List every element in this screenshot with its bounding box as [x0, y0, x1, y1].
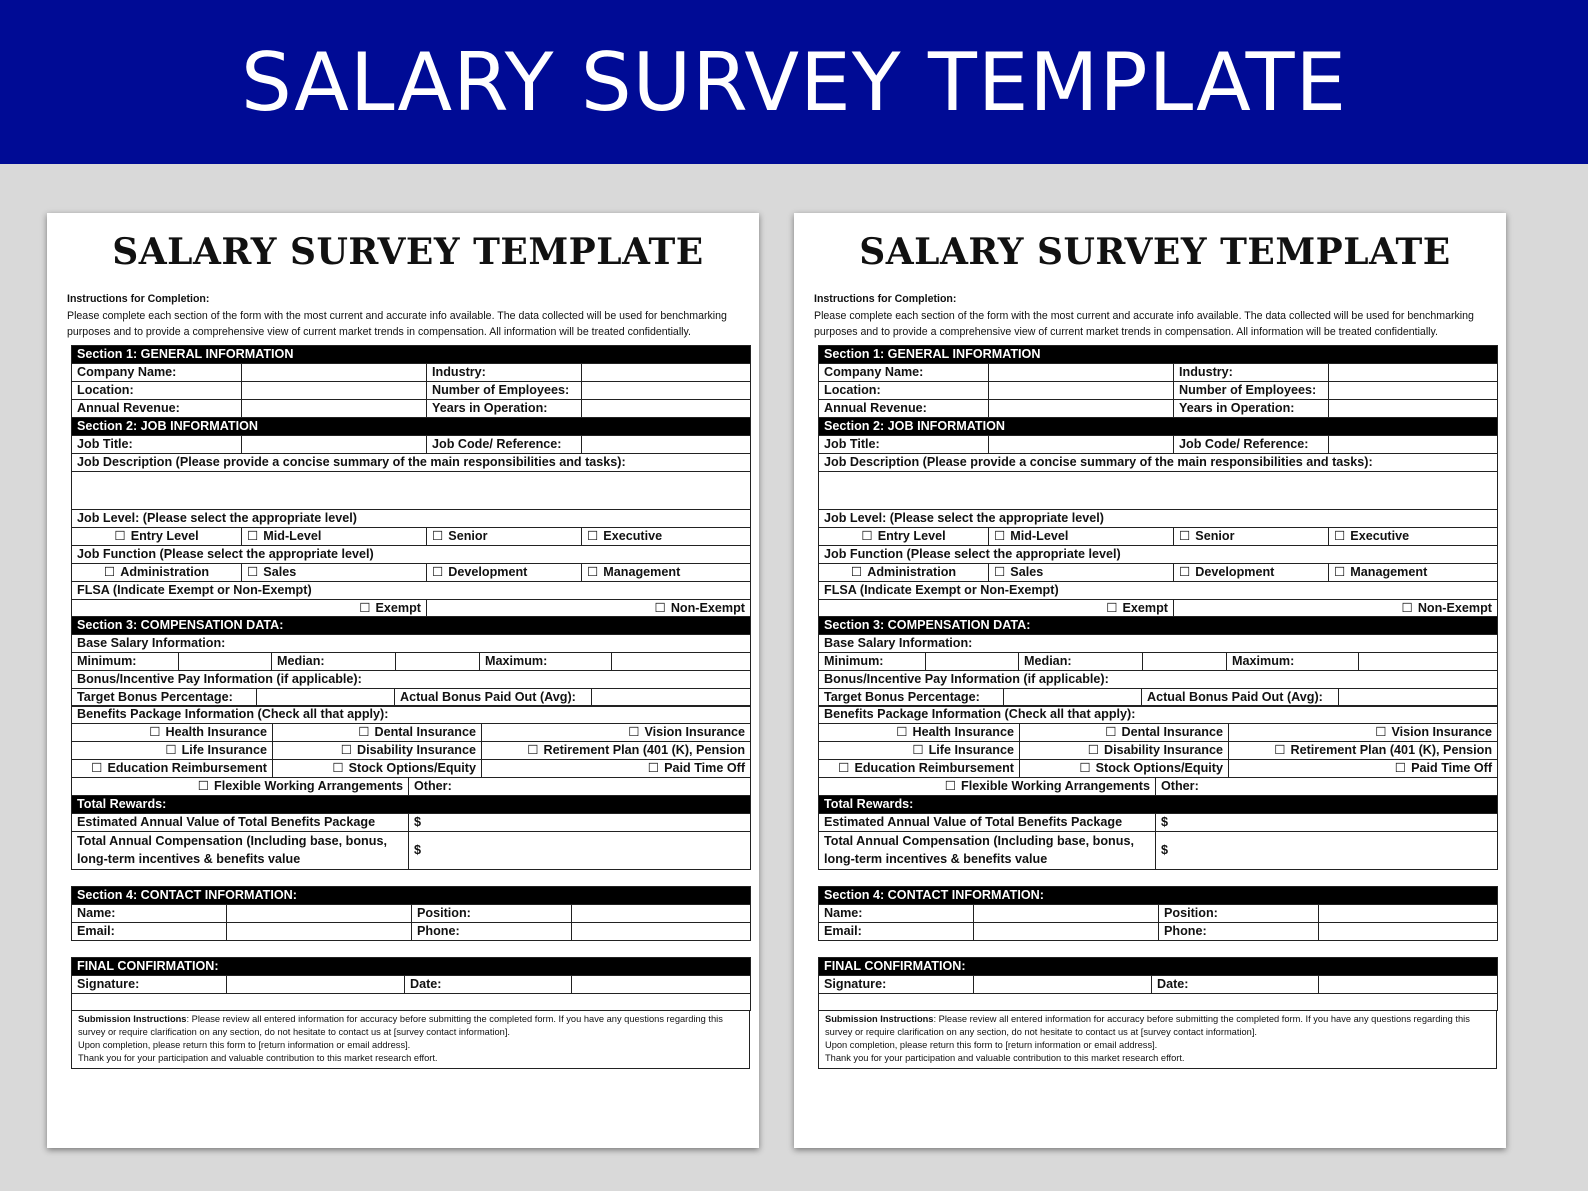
option-label: Development — [1195, 564, 1275, 579]
actual-bonus-field[interactable] — [1339, 688, 1498, 706]
checkbox-icon[interactable]: ☐ — [247, 564, 259, 579]
signature-field[interactable] — [227, 975, 405, 993]
total-rewards-header: Total Rewards: — [72, 795, 751, 813]
checkbox-icon[interactable]: ☐ — [527, 743, 539, 757]
option-label: Retirement Plan (401 (K), Pension — [543, 743, 746, 757]
survey-table-final — [818, 957, 1498, 1011]
option-label: Flexible Working Arrangements — [961, 779, 1150, 793]
job-function-administration[interactable] — [72, 563, 242, 581]
option-label: Management — [1350, 564, 1428, 579]
checkbox-icon[interactable]: ☐ — [340, 743, 353, 757]
job-title-label: Job Title: — [72, 435, 242, 453]
benefit-pto[interactable] — [1229, 760, 1498, 778]
option-label: Education Reimbursement — [107, 761, 267, 775]
name-field[interactable] — [974, 904, 1159, 922]
submission-text: : Please review all entered information for accuracy before submitting the completed form. If you have any questions regarding this survey or require clarification on any section, do not hesitate to contact us at [survey contact information]. — [825, 1013, 1470, 1037]
phone-label: Phone: — [412, 922, 572, 940]
survey-table-rewards — [71, 795, 751, 870]
position-label: Position: — [412, 904, 572, 922]
survey-table-benefits — [818, 705, 1498, 796]
checkbox-icon[interactable]: ☐ — [432, 528, 444, 543]
company-name-label: Company Name: — [72, 363, 242, 381]
position-field[interactable] — [572, 904, 751, 922]
instructions-text: Please complete each section of the form with the most current and accurate info available. The data collected will be used for benchmarking purposes and to provide a comprehensive view of current market trends in compensation. All information will be treated confidentially. — [814, 309, 1474, 338]
option-label: Management — [603, 564, 681, 579]
option-label: Non-Exempt — [670, 600, 745, 615]
job-level-label: Job Level: (Please select the appropriate level) — [72, 509, 751, 527]
benefit-other[interactable]: Other: — [1156, 778, 1498, 796]
form-page-left — [47, 213, 759, 1148]
option-label: Education Reimbursement — [854, 761, 1014, 775]
instructions — [67, 291, 739, 341]
minimum-label: Minimum: — [72, 653, 179, 671]
section1-header: Section 1: GENERAL INFORMATION — [72, 345, 751, 363]
date-label: Date: — [405, 975, 572, 993]
survey-table-compensation — [71, 616, 751, 689]
option-label: Vision Insurance — [644, 725, 746, 739]
position-field[interactable] — [1319, 904, 1498, 922]
benefit-stock[interactable] — [1020, 760, 1229, 778]
name-field[interactable] — [227, 904, 412, 922]
total-comp-label: Total Annual Compensation (Including base, bonus, long-term incentives & benefits value — [819, 831, 1156, 869]
median-field[interactable] — [1143, 653, 1227, 671]
job-function-label: Job Function (Please select the appropriate level) — [819, 545, 1498, 563]
total-rewards-header: Total Rewards: — [819, 795, 1498, 813]
submission-line3: Thank you for your participation and valuable contribution to this market research effort. — [78, 1052, 438, 1063]
actual-bonus-label: Actual Bonus Paid Out (Avg): — [1142, 688, 1339, 706]
checkbox-icon[interactable]: ☐ — [587, 564, 599, 579]
final-header: FINAL CONFIRMATION: — [72, 957, 751, 975]
checkbox-icon[interactable]: ☐ — [896, 725, 908, 739]
survey-table-bonus — [818, 688, 1498, 707]
submission-heading: Submission Instructions — [78, 1013, 187, 1024]
revenue-label: Annual Revenue: — [819, 399, 989, 417]
survey-table-compensation — [818, 616, 1498, 689]
option-label: Life Insurance — [181, 743, 267, 757]
benefit-retirement[interactable] — [1229, 742, 1498, 760]
checkbox-icon[interactable]: ☐ — [654, 600, 666, 615]
checkbox-icon[interactable]: ☐ — [994, 564, 1006, 579]
phone-field[interactable] — [1319, 922, 1498, 940]
checkbox-icon[interactable]: ☐ — [359, 600, 371, 615]
checkbox-icon[interactable]: ☐ — [332, 761, 344, 775]
job-level-entry[interactable] — [72, 527, 242, 545]
job-function-administration[interactable] — [819, 563, 989, 581]
survey-table-contact — [818, 886, 1498, 941]
minimum-field[interactable] — [179, 653, 272, 671]
bonus-info-label: Bonus/Incentive Pay Information (if applicable): — [72, 671, 751, 689]
years-field[interactable] — [582, 399, 751, 417]
form-page-right — [794, 213, 1506, 1148]
minimum-field[interactable] — [926, 653, 1019, 671]
total-comp-label: Total Annual Compensation (Including base, bonus, long-term incentives & benefits value — [72, 831, 409, 869]
job-function-management[interactable] — [582, 563, 751, 581]
option-label: Administration — [120, 564, 210, 579]
company-name-field[interactable] — [989, 363, 1174, 381]
maximum-label: Maximum: — [1227, 653, 1359, 671]
job-level-mid[interactable] — [242, 527, 427, 545]
job-title-field[interactable] — [242, 435, 427, 453]
submission-line1 — [825, 1013, 1490, 1039]
company-name-field[interactable] — [242, 363, 427, 381]
submission-text: : Please review all entered information for accuracy before submitting the completed form. If you have any questions regarding this survey or require clarification on any section, do not hesitate to contact us at [survey contact information]. — [78, 1013, 723, 1037]
submission-line1 — [78, 1013, 743, 1039]
survey-table-top — [818, 345, 1498, 618]
checkbox-icon[interactable]: ☐ — [114, 528, 126, 543]
benefit-health[interactable] — [819, 724, 1020, 742]
median-label: Median: — [272, 653, 396, 671]
section3-header: Section 3: COMPENSATION DATA: — [819, 617, 1498, 635]
section3-header: Section 3: COMPENSATION DATA: — [72, 617, 751, 635]
benefit-disability[interactable] — [273, 742, 482, 760]
checkbox-icon[interactable]: ☐ — [861, 528, 873, 543]
option-label: Exempt — [1122, 600, 1168, 615]
employees-label: Number of Employees: — [427, 381, 582, 399]
instructions-heading: Instructions for Completion: — [67, 293, 210, 305]
benefit-life[interactable] — [819, 742, 1020, 760]
estimated-value-field[interactable]: $ — [1156, 813, 1498, 831]
job-level-mid[interactable] — [989, 527, 1174, 545]
checkbox-icon[interactable]: ☐ — [944, 779, 957, 793]
option-label: Entry Level — [130, 528, 199, 543]
job-code-field[interactable] — [1329, 435, 1498, 453]
benefits-label: Benefits Package Information (Check all that apply): — [819, 706, 1498, 724]
benefit-dental[interactable] — [1020, 724, 1229, 742]
industry-label: Industry: — [427, 363, 582, 381]
checkbox-icon[interactable]: ☐ — [1375, 725, 1387, 739]
option-label: Disability Insurance — [357, 743, 476, 757]
submission-line3: Thank you for your participation and valuable contribution to this market research effort. — [825, 1052, 1185, 1063]
option-label: Dental Insurance — [374, 725, 476, 739]
checkbox-icon[interactable]: ☐ — [1087, 743, 1100, 757]
median-field[interactable] — [396, 653, 480, 671]
option-label: Exempt — [375, 600, 421, 615]
name-label: Name: — [72, 904, 227, 922]
email-field[interactable] — [974, 922, 1159, 940]
target-bonus-label: Target Bonus Percentage: — [819, 688, 1004, 706]
employees-field[interactable] — [1329, 381, 1498, 399]
target-bonus-field[interactable] — [257, 688, 395, 706]
option-label: Vision Insurance — [1391, 725, 1493, 739]
option-label: Life Insurance — [928, 743, 1014, 757]
option-label: Senior — [1195, 528, 1235, 543]
instructions — [814, 291, 1486, 341]
option-label: Retirement Plan (401 (K), Pension — [1290, 743, 1493, 757]
section1-header: Section 1: GENERAL INFORMATION — [819, 345, 1498, 363]
job-function-development[interactable] — [427, 563, 582, 581]
flsa-label: FLSA (Indicate Exempt or Non-Exempt) — [72, 581, 751, 599]
revenue-field[interactable] — [989, 399, 1174, 417]
checkbox-icon[interactable]: ☐ — [1334, 564, 1346, 579]
flsa-non-exempt[interactable] — [427, 599, 751, 617]
banner — [0, 0, 1588, 164]
job-level-senior[interactable] — [1174, 527, 1329, 545]
years-label: Years in Operation: — [427, 399, 582, 417]
benefit-dental[interactable] — [273, 724, 482, 742]
survey-table-benefits — [71, 705, 751, 796]
benefit-disability[interactable] — [1020, 742, 1229, 760]
final-blank-row[interactable] — [819, 993, 1498, 1010]
section2-header: Section 2: JOB INFORMATION — [72, 417, 751, 435]
form-title: SALARY SURVEY TEMPLATE — [112, 231, 704, 273]
flsa-exempt[interactable] — [72, 599, 427, 617]
flsa-label: FLSA (Indicate Exempt or Non-Exempt) — [819, 581, 1498, 599]
employees-label: Number of Employees: — [1174, 381, 1329, 399]
location-field[interactable] — [242, 381, 427, 399]
phone-field[interactable] — [572, 922, 751, 940]
checkbox-icon[interactable]: ☐ — [628, 725, 640, 739]
checkbox-icon[interactable]: ☐ — [1106, 600, 1118, 615]
job-code-field[interactable] — [582, 435, 751, 453]
submission-instructions — [818, 1011, 1497, 1069]
years-label: Years in Operation: — [1174, 399, 1329, 417]
instructions-heading: Instructions for Completion: — [814, 293, 957, 305]
checkbox-icon[interactable]: ☐ — [1401, 600, 1413, 615]
section4-header: Section 4: CONTACT INFORMATION: — [819, 886, 1498, 904]
target-bonus-label: Target Bonus Percentage: — [72, 688, 257, 706]
submission-line2: Upon completion, please return this form to [return information or email address]. — [78, 1039, 411, 1050]
checkbox-icon[interactable]: ☐ — [838, 761, 850, 775]
option-label: Entry Level — [877, 528, 946, 543]
checkbox-icon[interactable]: ☐ — [1274, 743, 1286, 757]
checkbox-icon[interactable]: ☐ — [1394, 761, 1407, 775]
section4-header: Section 4: CONTACT INFORMATION: — [72, 886, 751, 904]
option-label: Development — [448, 564, 528, 579]
location-label: Location: — [72, 381, 242, 399]
estimated-value-label: Estimated Annual Value of Total Benefits Package — [72, 813, 409, 831]
job-description-label: Job Description (Please provide a concise summary of the main responsibilities and tasks): — [72, 453, 751, 471]
job-function-development[interactable] — [1174, 563, 1329, 581]
option-label: Mid-Level — [1010, 528, 1069, 543]
signature-label: Signature: — [819, 975, 974, 993]
date-label: Date: — [1152, 975, 1319, 993]
option-label: Senior — [448, 528, 488, 543]
job-code-label: Job Code/ Reference: — [427, 435, 582, 453]
checkbox-icon[interactable]: ☐ — [1179, 564, 1191, 579]
total-comp-field[interactable]: $ — [409, 831, 751, 869]
checkbox-icon[interactable]: ☐ — [103, 564, 116, 579]
maximum-label: Maximum: — [480, 653, 612, 671]
job-title-label: Job Title: — [819, 435, 989, 453]
option-label: Flexible Working Arrangements — [214, 779, 403, 793]
maximum-field[interactable] — [1359, 653, 1498, 671]
employees-field[interactable] — [582, 381, 751, 399]
form-title: SALARY SURVEY TEMPLATE — [859, 231, 1451, 273]
location-field[interactable] — [989, 381, 1174, 399]
checkbox-icon[interactable]: ☐ — [647, 761, 660, 775]
instructions-text: Please complete each section of the form with the most current and accurate info available. The data collected will be used for benchmarking purposes and to provide a comprehensive view of current market trends in compensation. All information will be treated confidentially. — [67, 309, 727, 338]
job-description-label: Job Description (Please provide a concise summary of the main responsibilities and tasks): — [819, 453, 1498, 471]
checkbox-icon[interactable]: ☐ — [1079, 761, 1091, 775]
checkbox-icon[interactable]: ☐ — [1179, 528, 1191, 543]
flsa-exempt[interactable] — [819, 599, 1174, 617]
job-title-field[interactable] — [989, 435, 1174, 453]
job-level-executive[interactable] — [582, 527, 751, 545]
checkbox-icon[interactable]: ☐ — [850, 564, 863, 579]
benefit-stock[interactable] — [273, 760, 482, 778]
estimated-value-label: Estimated Annual Value of Total Benefits Package — [819, 813, 1156, 831]
survey-table-bonus — [71, 688, 751, 707]
benefit-flexible[interactable] — [819, 778, 1156, 796]
position-label: Position: — [1159, 904, 1319, 922]
job-function-management[interactable] — [1329, 563, 1498, 581]
actual-bonus-field[interactable] — [592, 688, 751, 706]
actual-bonus-label: Actual Bonus Paid Out (Avg): — [395, 688, 592, 706]
benefit-life[interactable] — [72, 742, 273, 760]
benefit-health[interactable] — [72, 724, 273, 742]
job-function-sales[interactable] — [989, 563, 1174, 581]
checkbox-icon[interactable]: ☐ — [994, 528, 1006, 543]
maximum-field[interactable] — [612, 653, 751, 671]
benefits-label: Benefits Package Information (Check all that apply): — [72, 706, 751, 724]
option-label: Paid Time Off — [1411, 761, 1493, 775]
option-label: Mid-Level — [263, 528, 322, 543]
checkbox-icon[interactable]: ☐ — [587, 528, 599, 543]
total-comp-field[interactable]: $ — [1156, 831, 1498, 869]
job-code-label: Job Code/ Reference: — [1174, 435, 1329, 453]
job-level-executive[interactable] — [1329, 527, 1498, 545]
checkbox-icon[interactable]: ☐ — [149, 725, 161, 739]
option-label: Executive — [1350, 528, 1410, 543]
checkbox-icon[interactable]: ☐ — [91, 761, 103, 775]
final-header: FINAL CONFIRMATION: — [819, 957, 1498, 975]
submission-instructions — [71, 1011, 750, 1069]
option-label: Administration — [867, 564, 957, 579]
industry-field[interactable] — [1329, 363, 1498, 381]
benefit-vision[interactable] — [1229, 724, 1498, 742]
checkbox-icon[interactable]: ☐ — [1105, 725, 1117, 739]
benefit-retirement[interactable] — [482, 742, 751, 760]
section2-header: Section 2: JOB INFORMATION — [819, 417, 1498, 435]
industry-label: Industry: — [1174, 363, 1329, 381]
email-label: Email: — [819, 922, 974, 940]
phone-label: Phone: — [1159, 922, 1319, 940]
email-field[interactable] — [227, 922, 412, 940]
target-bonus-field[interactable] — [1004, 688, 1142, 706]
flsa-non-exempt[interactable] — [1174, 599, 1498, 617]
checkbox-icon[interactable]: ☐ — [358, 725, 370, 739]
option-label: Sales — [263, 564, 297, 579]
company-name-label: Company Name: — [819, 363, 989, 381]
revenue-label: Annual Revenue: — [72, 399, 242, 417]
final-blank-row[interactable] — [72, 993, 751, 1010]
checkbox-icon[interactable]: ☐ — [197, 779, 210, 793]
job-description-field[interactable] — [72, 471, 751, 509]
option-label: Dental Insurance — [1121, 725, 1223, 739]
benefit-education[interactable] — [819, 760, 1020, 778]
base-salary-label: Base Salary Information: — [72, 635, 751, 653]
survey-table-final — [71, 957, 751, 1011]
survey-table-rewards — [818, 795, 1498, 870]
option-label: Stock Options/Equity — [348, 761, 476, 775]
benefit-other[interactable]: Other: — [409, 778, 751, 796]
survey-table-top — [71, 345, 751, 618]
option-label: Health Insurance — [912, 725, 1014, 739]
checkbox-icon[interactable]: ☐ — [432, 564, 444, 579]
date-field[interactable] — [1319, 975, 1498, 993]
banner-title: SALARY SURVEY TEMPLATE — [240, 35, 1348, 129]
revenue-field[interactable] — [242, 399, 427, 417]
survey-table-contact — [71, 886, 751, 941]
option-label: Executive — [603, 528, 663, 543]
option-label: Paid Time Off — [664, 761, 746, 775]
option-label: Health Insurance — [165, 725, 267, 739]
benefit-education[interactable] — [72, 760, 273, 778]
submission-heading: Submission Instructions — [825, 1013, 934, 1024]
estimated-value-field[interactable]: $ — [409, 813, 751, 831]
option-label: Stock Options/Equity — [1095, 761, 1223, 775]
benefit-vision[interactable] — [482, 724, 751, 742]
checkbox-icon[interactable]: ☐ — [165, 743, 177, 757]
job-function-label: Job Function (Please select the appropriate level) — [72, 545, 751, 563]
job-description-field[interactable] — [819, 471, 1498, 509]
option-label: Sales — [1010, 564, 1044, 579]
benefit-pto[interactable] — [482, 760, 751, 778]
base-salary-label: Base Salary Information: — [819, 635, 1498, 653]
job-function-sales[interactable] — [242, 563, 427, 581]
submission-line2: Upon completion, please return this form to [return information or email address]. — [825, 1039, 1158, 1050]
minimum-label: Minimum: — [819, 653, 926, 671]
email-label: Email: — [72, 922, 227, 940]
location-label: Location: — [819, 381, 989, 399]
benefit-flexible[interactable] — [72, 778, 409, 796]
checkbox-icon[interactable]: ☐ — [912, 743, 924, 757]
years-field[interactable] — [1329, 399, 1498, 417]
signature-label: Signature: — [72, 975, 227, 993]
median-label: Median: — [1019, 653, 1143, 671]
option-label: Non-Exempt — [1417, 600, 1492, 615]
checkbox-icon[interactable]: ☐ — [247, 528, 259, 543]
job-level-label: Job Level: (Please select the appropriate level) — [819, 509, 1498, 527]
checkbox-icon[interactable]: ☐ — [1334, 528, 1346, 543]
option-label: Disability Insurance — [1104, 743, 1223, 757]
job-level-entry[interactable] — [819, 527, 989, 545]
signature-field[interactable] — [974, 975, 1152, 993]
bonus-info-label: Bonus/Incentive Pay Information (if applicable): — [819, 671, 1498, 689]
name-label: Name: — [819, 904, 974, 922]
job-level-senior[interactable] — [427, 527, 582, 545]
industry-field[interactable] — [582, 363, 751, 381]
date-field[interactable] — [572, 975, 751, 993]
